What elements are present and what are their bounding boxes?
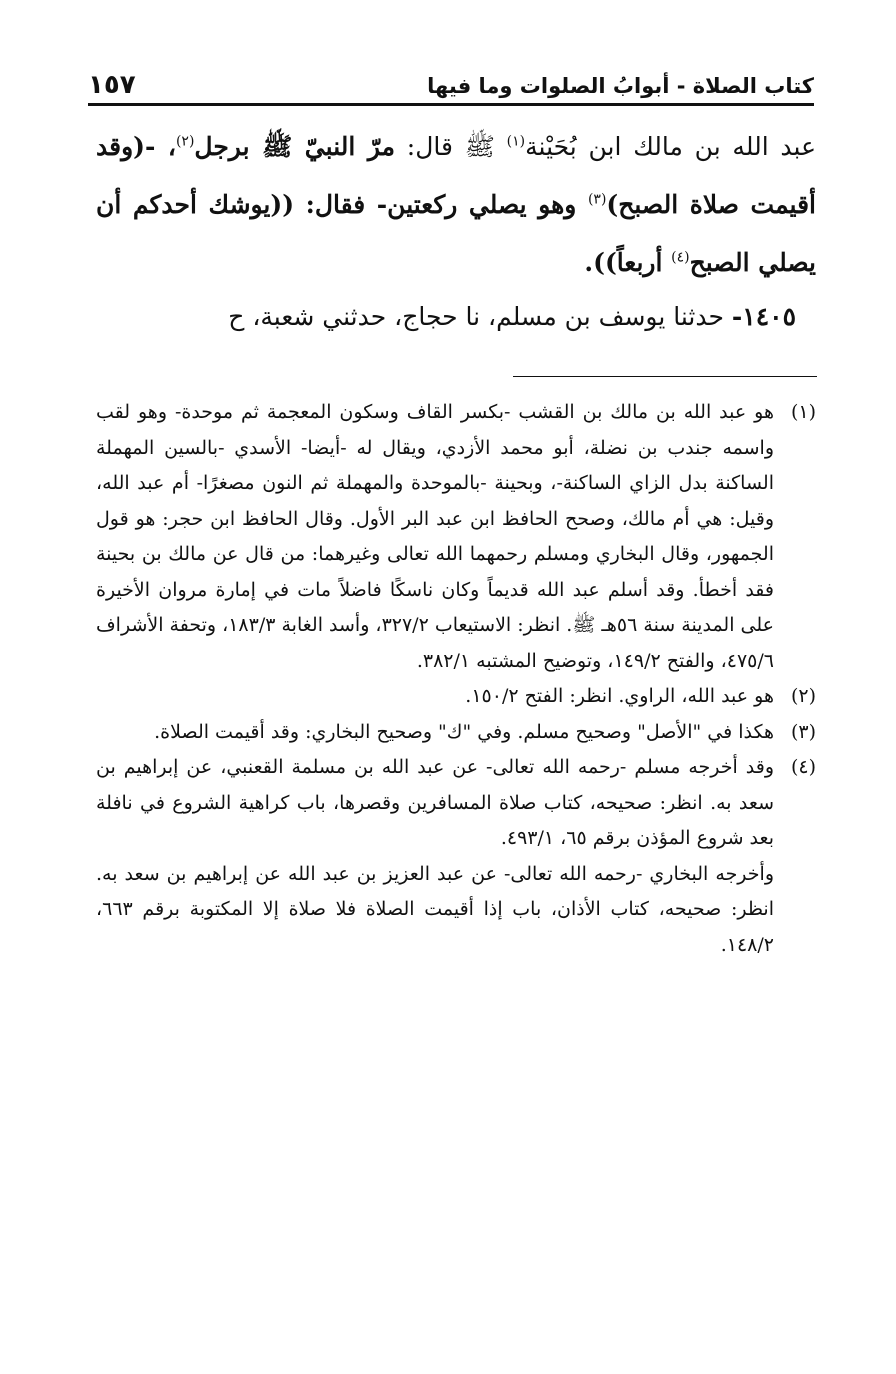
main-text (96, 118, 816, 292)
main-text-part-3: مرّ النبيّ ﷺ برجل (194, 132, 396, 161)
footnote-mark: (٤) (790, 756, 816, 778)
main-text-part-1: عبد الله بن مالك ابن بُحَيْنة (525, 132, 817, 161)
footnote-mark: (٣) (790, 720, 816, 743)
footnote-1 (96, 395, 816, 679)
hadith-text: حدثنا يوسف بن مسلم، نا حجاج، حدثني شعبة، ح (228, 302, 732, 331)
footnote-2 (96, 679, 816, 715)
footnote-ref-2: (٢) (175, 133, 195, 150)
footnote-ref-4: (٤) (671, 249, 690, 266)
main-text-part-4: ، -(وقد أقيمت صلاة الصبح) (96, 132, 816, 219)
footnote-mark: (١) (790, 401, 816, 423)
footnote-3 (96, 715, 816, 751)
running-head: كتاب الصلاة - أبوابُ الصلوات وما فيها (427, 74, 814, 98)
hadith-number: ١٤٠٥- (731, 302, 796, 331)
footnote-ref-3: (٣) (587, 191, 607, 208)
hadith-line (96, 292, 796, 342)
footnote-text: وقد أخرجه مسلم -رحمه الله تعالى- عن عبد الله بن مسلمة القعنبي، عن إبراهيم بن سعد به. انظر: صحيحه، كتاب صلاة المسافرين وقصرها، باب كراهية الشروع في نافلة بعد شروع المؤذن برقم ٦٥، ٤٩٣/١. (96, 756, 774, 849)
main-text-part-2: ﷺ قال: (395, 132, 507, 161)
footnote-separator (513, 376, 817, 377)
main-text-part-6: أربعاً)). (584, 248, 672, 277)
footnote-4-continuation: وأخرجه البخاري -رحمه الله تعالى- عن عبد العزيز بن عبد الله عن إبراهيم بن سعد به. انظر: صحيحه، كتاب الأذان، باب إذا أقيمت الصلاة فلا صلاة إلا المكتوبة برقم ٦٦٣، ١٤٨/٢. (96, 862, 774, 956)
footnote-text: هو عبد الله بن مالك بن القشب -بكسر القاف وسكون المعجمة ثم موحدة- وهو لقب واسمه جندب بن نضلة، أبو محمد الأزدي، ويقال له -أيضا- الأسدي -بالسين المهملة الساكنة بدل الزاي الساكنة-، وبحينة -بالموحدة والمهملة ثم النون مصغرًا- أم عبد الله، وقيل: هي أم مالك، وصحح الحافظ ابن عبد البر الأول. وقال الحافظ ابن حجر: هو قول الجمهور، وقال البخاري ومسلم رحمهما الله تعالى وغيرهما: من قال عن مالك بن بحينة فقد أخطأ. وقد أسلم عبد الله قديماً وكان ناسكًا فاضلاً مات في إمارة مروان الأخيرة على المدينة سنة ٥٦هـ ﷺ. انظر: الاستيعاب ٣٢٧/٢، وأسد الغابة ١٨٣/٣، وتحفة الأشراف ٤٧٥/٦، والفتح ١٤٩/٢، وتوضيح المشتبه ٣٨٢/١. (95, 401, 774, 672)
footnote-text: هكذا في "الأصل" وصحيح مسلم. وفي "ك" وصحيح البخاري: وقد أقيمت الصلاة. (154, 720, 774, 743)
footnote-ref-1: (١) (506, 133, 526, 150)
footnotes (96, 395, 816, 963)
main-text-part-5: وهو يصلي ركعتين- فقال: ((يوشك أحدكم أن يصلي الصبح (96, 190, 816, 277)
footnote-text: هو عبد الله، الراوي. انظر: الفتح ١٥٠/٢. (465, 685, 774, 707)
page-number: ١٥٧ (88, 70, 136, 100)
footnote-4 (96, 750, 816, 857)
footnote-mark: (٢) (790, 685, 816, 707)
page-header (88, 66, 814, 100)
header-rule (88, 103, 814, 106)
